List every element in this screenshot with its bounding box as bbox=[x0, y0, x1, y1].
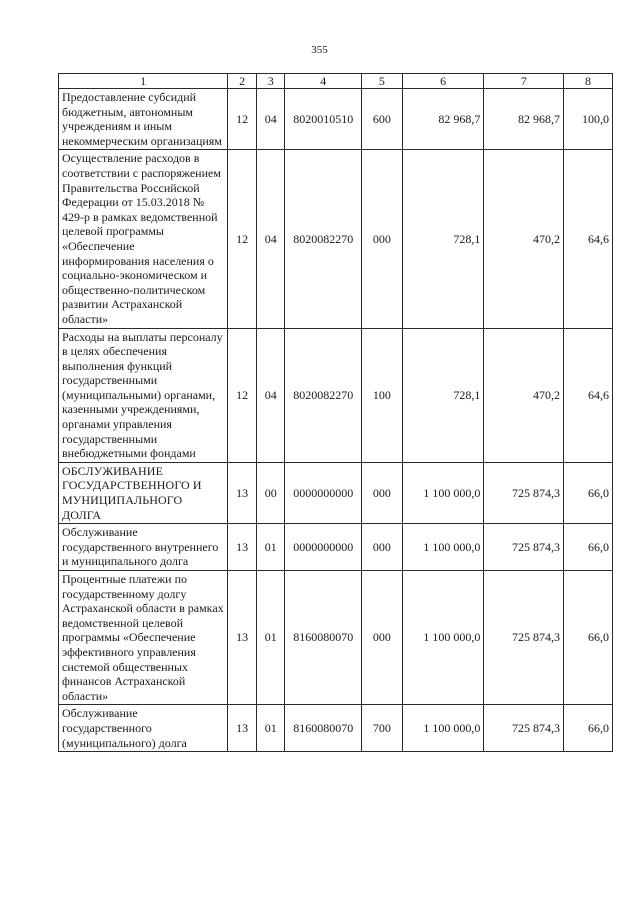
table-header-row bbox=[59, 74, 613, 89]
row-name: Обслуживание государственного внутреннего и муниципального долга bbox=[59, 524, 228, 571]
row-planned: 728,1 bbox=[402, 328, 484, 462]
row-code: 0000000000 bbox=[285, 524, 362, 571]
row-code: 8020010510 bbox=[285, 89, 362, 150]
row-percent: 66,0 bbox=[563, 524, 612, 571]
row-section: 12 bbox=[228, 150, 257, 328]
column-header: 3 bbox=[256, 74, 285, 89]
row-section: 13 bbox=[228, 462, 257, 523]
column-header: 1 bbox=[59, 74, 228, 89]
table-row bbox=[59, 150, 613, 328]
row-type: 000 bbox=[362, 571, 403, 705]
row-actual: 470,2 bbox=[484, 328, 564, 462]
row-actual: 82 968,7 bbox=[484, 89, 564, 150]
table-row bbox=[59, 462, 613, 523]
row-percent: 64,6 bbox=[563, 150, 612, 328]
row-type: 000 bbox=[362, 150, 403, 328]
row-actual: 725 874,3 bbox=[484, 524, 564, 571]
row-subsection: 04 bbox=[256, 328, 285, 462]
row-planned: 82 968,7 bbox=[402, 89, 484, 150]
page-number: 355 bbox=[311, 44, 328, 56]
row-actual: 725 874,3 bbox=[484, 462, 564, 523]
row-subsection: 04 bbox=[256, 89, 285, 150]
row-name: Обслуживание государственного (муниципального) долга bbox=[59, 705, 228, 752]
row-name: ОБСЛУЖИВАНИЕ ГОСУДАРСТВЕННОГО И МУНИЦИПАЛЬНОГО ДОЛГА bbox=[59, 462, 228, 523]
table-row bbox=[59, 571, 613, 705]
row-planned: 1 100 000,0 bbox=[402, 524, 484, 571]
column-header: 6 bbox=[402, 74, 484, 89]
row-type: 000 bbox=[362, 524, 403, 571]
table-row bbox=[59, 524, 613, 571]
row-actual: 725 874,3 bbox=[484, 705, 564, 752]
row-planned: 1 100 000,0 bbox=[402, 571, 484, 705]
row-section: 13 bbox=[228, 524, 257, 571]
row-subsection: 04 bbox=[256, 150, 285, 328]
row-code: 8160080070 bbox=[285, 705, 362, 752]
row-percent: 66,0 bbox=[563, 571, 612, 705]
table-row bbox=[59, 89, 613, 150]
row-name: Расходы на выплаты персоналу в целях обеспечения выполнения функций государственными (муниципальными) органами, казенными учреждениями, органами управления государственными внебюджетными фондами bbox=[59, 328, 228, 462]
row-type: 100 bbox=[362, 328, 403, 462]
row-subsection: 01 bbox=[256, 524, 285, 571]
row-code: 8160080070 bbox=[285, 571, 362, 705]
column-header: 7 bbox=[484, 74, 564, 89]
row-percent: 64,6 bbox=[563, 328, 612, 462]
row-percent: 66,0 bbox=[563, 462, 612, 523]
row-name: Процентные платежи по государственному долгу Астраханской области в рамках ведомственной целевой программы «Обеспечение эффективного управления системой общественных финансов Астраханской области» bbox=[59, 571, 228, 705]
row-subsection: 01 bbox=[256, 705, 285, 752]
row-section: 13 bbox=[228, 705, 257, 752]
column-header: 8 bbox=[563, 74, 612, 89]
row-planned: 728,1 bbox=[402, 150, 484, 328]
row-section: 12 bbox=[228, 328, 257, 462]
row-subsection: 00 bbox=[256, 462, 285, 523]
row-percent: 100,0 bbox=[563, 89, 612, 150]
table-row bbox=[59, 705, 613, 752]
column-header: 2 bbox=[228, 74, 257, 89]
row-name: Предоставление субсидий бюджетным, автономным учреждениям и иным некоммерческим организациям bbox=[59, 89, 228, 150]
row-planned: 1 100 000,0 bbox=[402, 462, 484, 523]
table-row bbox=[59, 328, 613, 462]
row-actual: 470,2 bbox=[484, 150, 564, 328]
row-code: 8020082270 bbox=[285, 150, 362, 328]
row-actual: 725 874,3 bbox=[484, 571, 564, 705]
row-code: 8020082270 bbox=[285, 328, 362, 462]
row-subsection: 01 bbox=[256, 571, 285, 705]
row-type: 000 bbox=[362, 462, 403, 523]
row-type: 700 bbox=[362, 705, 403, 752]
row-planned: 1 100 000,0 bbox=[402, 705, 484, 752]
row-code: 0000000000 bbox=[285, 462, 362, 523]
budget-table bbox=[58, 73, 613, 752]
row-type: 600 bbox=[362, 89, 403, 150]
column-header: 4 bbox=[285, 74, 362, 89]
row-name: Осуществление расходов в соответствии с распоряжением Правительства Российской Федерации от 15.03.2018 № 429-р в рамках ведомственной целевой программы «Обеспечение информирования населения о социально-экономическом и общественно-политическом развитии Астраханской области» bbox=[59, 150, 228, 328]
column-header: 5 bbox=[362, 74, 403, 89]
row-section: 12 bbox=[228, 89, 257, 150]
row-section: 13 bbox=[228, 571, 257, 705]
row-percent: 66,0 bbox=[563, 705, 612, 752]
